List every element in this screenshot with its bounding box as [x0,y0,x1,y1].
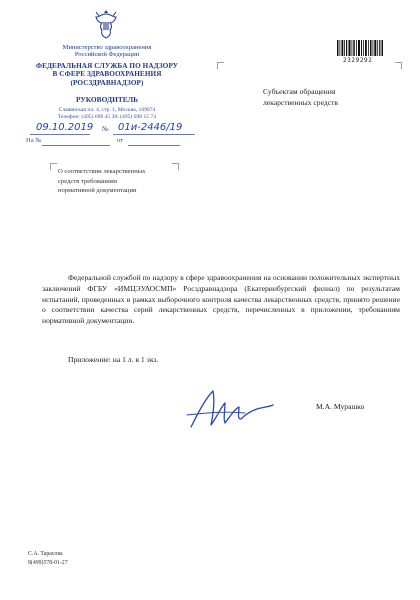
date-underline [30,134,90,135]
head-title: РУКОВОДИТЕЛЬ [76,95,138,104]
barcode-number: 2329292 [343,57,373,64]
registration-number: 01и-2446/19 [118,122,183,133]
reference-from-line [128,145,180,146]
reference-from-label: от [117,137,124,144]
ministry-line: Российской Федерации [74,51,140,59]
subject-bracket-left [50,163,57,170]
addressee-line: Субъектам обращения [263,87,336,96]
agency-address [12,107,202,122]
subject-line: средств требованиям [58,177,118,185]
reference-number-line [42,145,110,146]
address-line: Телефон: (495) 698 45 38; (495) 698 15 74 [57,114,157,121]
agency-line: ФЕДЕРАЛЬНАЯ СЛУЖБА ПО НАДЗОРУ [35,62,179,70]
addressee [263,86,338,108]
ministry-name [12,44,202,59]
addressee-line: лекарственных средств [263,98,339,107]
agency-name [12,62,202,87]
subject-line: О соответствии лекарственных [58,168,146,175]
document-subject [58,167,145,196]
number-underline [113,134,195,135]
executor-name: С.А. Тарасова [28,551,63,557]
signer-name: М.А. Мурашко [316,402,365,411]
subject-bracket-right [172,163,179,170]
barcode-icon [337,40,383,56]
executor-phone: 8(499)578-01-27 [28,560,68,566]
coat-of-arms-emblem-icon [92,8,120,40]
addressee-bracket-left [217,62,224,69]
addressee-bracket-right [395,62,402,69]
reference-number-label: На № [26,137,42,144]
address-line: Славянская пл. 4, стр. 1, Москва, 109074 [58,107,156,113]
ministry-line: Министерство здравоохранения [62,44,152,51]
handwritten-signature-icon [185,385,275,433]
agency-line: (РОСЗДРАВНАДЗОР) [70,78,144,87]
number-sign: № [102,125,109,133]
registration-date: 09.10.2019 [36,122,94,133]
attachment-note: Приложение: на 1 л. в 1 экз. [68,355,159,364]
subject-line: нормативной документации [58,187,137,195]
agency-line: В СФЕРЕ ЗДРАВООХРАНЕНИЯ [52,70,162,79]
letter-body: Федеральной службой по надзору в сфере здравоохранения на основании положительных экспертных заключений ФГБУ «ИМЦЭУАОСМП» Росздравнадзора (Екатеринбургский филиал) по результатам испытаний, проведенных в рамках выборочного контроля качества лекарственных средств, принято решение о соответствии качества серий лекарственных средств, перечисленных в приложении, требованиям нормативной документации. [42,273,400,326]
